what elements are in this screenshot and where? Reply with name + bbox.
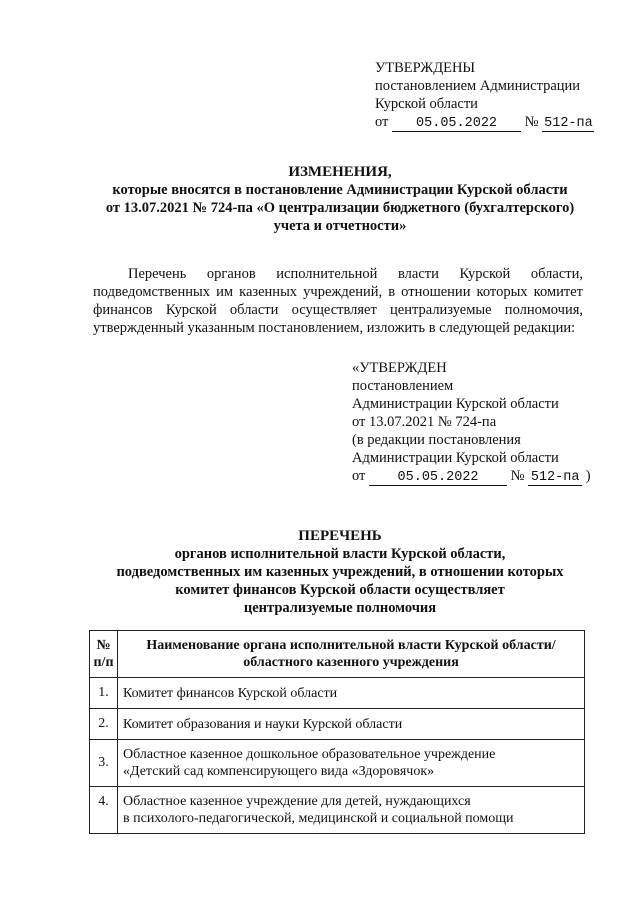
approved-header bbox=[375, 59, 605, 132]
list-title-line3: комитет финансов Курской области осуществляет bbox=[175, 582, 505, 598]
intro-paragraph: Перечень органов исполнительной власти Курской области, подведомственных им казенных учреждений, в отношении которых комитет финансов Курской области осуществляет централизуемые полномочия, утвержденный указанным постановлением, изложить в следующей редакции: bbox=[93, 266, 583, 336]
approved-number: 512-па bbox=[544, 116, 593, 131]
table-row bbox=[90, 709, 585, 740]
changes-title bbox=[70, 163, 610, 235]
table-header-row bbox=[90, 631, 585, 678]
header-num bbox=[90, 631, 118, 678]
organizations-table bbox=[89, 630, 585, 834]
approved-block-2 bbox=[352, 359, 612, 486]
row-name-line1: Комитет финансов Курской области bbox=[123, 685, 338, 701]
approved2-line2: Администрации Курской области bbox=[352, 396, 559, 412]
row-name-line2: в психолого-педагогической, медицинской и социальной помощи bbox=[123, 811, 514, 826]
list-title-line2: подведомственных им казенных учреждений, в отношении которых bbox=[116, 564, 564, 580]
row-num: 3. bbox=[90, 740, 118, 787]
approved2-line4: (в редакции постановления bbox=[352, 432, 521, 448]
row-name-line1: Областное казенное дошкольное образовательное учреждение bbox=[123, 747, 496, 762]
changes-heading: ИЗМЕНЕНИЯ, bbox=[288, 164, 392, 180]
list-title-line4: централизуемые полномочия bbox=[243, 600, 437, 616]
approved-date: 05.05.2022 bbox=[392, 116, 521, 132]
header-num-line1: № bbox=[96, 638, 111, 653]
approved2-close: ) bbox=[585, 468, 591, 484]
row-name bbox=[118, 740, 585, 787]
list-heading: ПЕРЕЧЕНЬ bbox=[298, 528, 382, 544]
approved2-date-line bbox=[352, 467, 612, 486]
header-name-line2: областного казенного учреждения bbox=[243, 655, 459, 670]
changes-title-line3: учета и отчетности» bbox=[273, 218, 407, 234]
row-name-line1: Областное казенное учреждение для детей, нуждающихся bbox=[123, 794, 471, 809]
header-name bbox=[118, 631, 585, 678]
changes-title-line1: которые вносятся в постановление Администрации Курской области bbox=[112, 182, 568, 198]
row-num: 4. bbox=[90, 787, 118, 834]
approved2-date: 05.05.2022 bbox=[369, 470, 507, 486]
approved-header-title: УТВЕРЖДЕНЫ bbox=[375, 60, 476, 76]
row-name bbox=[118, 709, 585, 740]
row-name-line1: Комитет образования и науки Курской области bbox=[123, 716, 403, 732]
row-name-line2: «Детский сад компенсирующего вида «Здоровячок» bbox=[123, 764, 435, 779]
header-num-line2: п/п bbox=[93, 655, 114, 670]
row-num: 1. bbox=[90, 678, 118, 709]
number-prefix: № bbox=[524, 114, 539, 130]
from-prefix: от bbox=[375, 114, 389, 130]
approved2-from-prefix: от bbox=[352, 468, 366, 484]
approved2-line5: Администрации Курской области bbox=[352, 450, 559, 466]
row-name bbox=[118, 787, 585, 834]
row-name bbox=[118, 678, 585, 709]
table-row bbox=[90, 740, 585, 787]
row-num: 2. bbox=[90, 709, 118, 740]
list-title bbox=[70, 527, 610, 617]
approved-header-line1: постановлением Администрации bbox=[375, 78, 581, 94]
table-row bbox=[90, 787, 585, 834]
approved-header-date-line bbox=[375, 113, 605, 132]
approved2-number-prefix: № bbox=[510, 468, 525, 484]
header-name-line1: Наименование органа исполнительной власти Курской области/ bbox=[146, 638, 556, 653]
approved2-title: «УТВЕРЖДЕН bbox=[352, 360, 447, 376]
approved2-line3: от 13.07.2021 № 724-па bbox=[352, 414, 497, 430]
approved-header-line2: Курской области bbox=[375, 96, 478, 112]
changes-title-line2: от 13.07.2021 № 724-па «О централизации бюджетного (бухгалтерского) bbox=[105, 200, 575, 216]
approved2-number: 512-па bbox=[528, 470, 582, 486]
table-row bbox=[90, 678, 585, 709]
list-title-line1: органов исполнительной власти Курской области, bbox=[174, 546, 506, 562]
approved2-line1: постановлением bbox=[352, 378, 454, 394]
